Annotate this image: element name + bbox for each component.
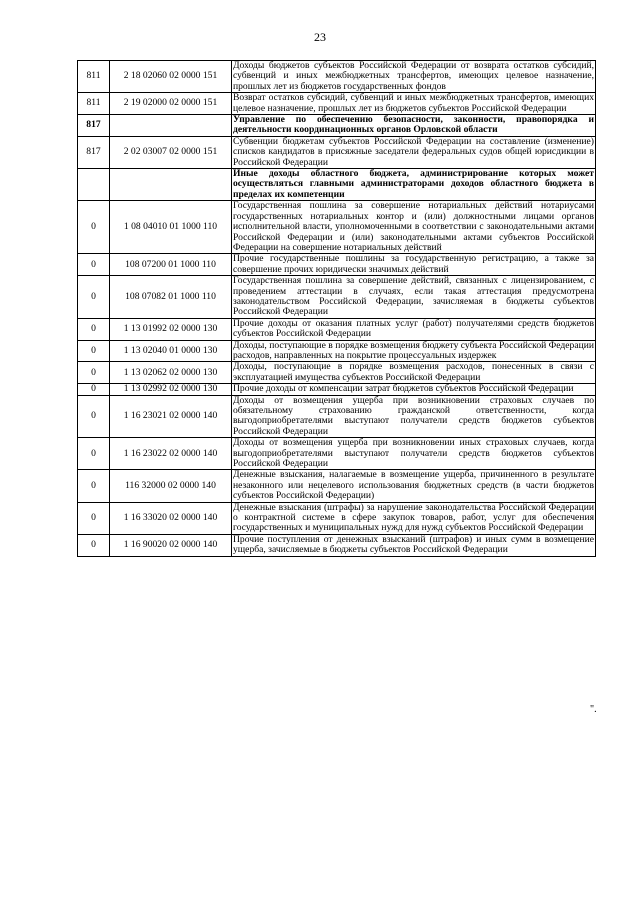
- revenue-classification-table: [77, 60, 596, 557]
- table-row: [78, 362, 596, 384]
- budget-code-cell: 1 16 90020 02 0000 140: [110, 534, 232, 556]
- table-row: [78, 384, 596, 395]
- table-row: [78, 470, 596, 502]
- admin-code-cell: 817: [78, 115, 110, 137]
- description-cell: Управление по обеспечению безопасности, законности, правопорядка и деятельности координационных органов Орловской области: [233, 114, 594, 136]
- table-row: [78, 115, 596, 137]
- admin-code-cell: [78, 169, 110, 201]
- description-cell: Субвенции бюджетам субъектов Российской Федерации на составление (изменение) списков кандидатов в присяжные заседатели федеральных судов общей юрисдикции в Российской Федерации: [233, 135, 594, 168]
- description-cell: Денежные взыскания (штрафы) за нарушение законодательства Российской Федерации о контрактной системе в сфере закупок товаров, работ, услуг для обеспечения государственных и муниципальных нужд для нужд субъектов Российской Федерации: [233, 501, 594, 534]
- admin-code-cell: 817: [78, 136, 110, 168]
- table-row: [78, 340, 596, 362]
- description-cell: Прочие доходы от оказания платных услуг (работ) получателями средств бюджетов субъектов Российской Федерации: [233, 317, 594, 340]
- table-row: [78, 395, 596, 438]
- table-row: [78, 318, 596, 340]
- admin-code-cell: 811: [78, 61, 110, 93]
- description-cell: Возврат остатков субсидий, субвенций и иных межбюджетных трансфертов, имеющих целевое назначение, прошлых лет из бюджетов субъектов Российской Федерации: [233, 92, 594, 114]
- admin-code-cell: 811: [78, 93, 110, 115]
- budget-code-cell: 2 18 02060 02 0000 151: [110, 61, 232, 93]
- description-cell: Государственная пошлина за совершение действий, связанных с лицензированием, с проведением аттестации в случаях, если такая аттестация предусмотрена законодательством Российской Федерации, зачисляемая в бюджеты субъектов Российской Федерации: [233, 275, 594, 318]
- budget-code-cell: 1 16 23022 02 0000 140: [110, 438, 232, 470]
- description-cell: Прочие доходы от компенсации затрат бюджетов субъектов Российской Федерации: [232, 384, 596, 395]
- table-row: [78, 502, 596, 534]
- budget-code-cell: 1 16 23021 02 0000 140: [110, 395, 232, 438]
- admin-code-cell: 0: [78, 340, 110, 362]
- table-row: [78, 169, 596, 201]
- budget-code-cell: 1 08 04010 01 1000 110: [110, 201, 232, 254]
- budget-code-cell: 108 07200 01 1000 110: [110, 254, 232, 276]
- table-row: [78, 254, 596, 276]
- description-cell: Доходы, поступающие в порядке возмещения бюджету субъекта Российской Федерации расходов, направленных на покрытие процессуальных издержек: [233, 339, 594, 361]
- description-cell: Прочие государственные пошлины за государственную регистрацию, а также за совершение прочих юридически значимых действий: [233, 253, 594, 275]
- description-cell: Прочие поступления от денежных взысканий (штрафов) и иных сумм в возмещение ущерба, зачисляемые в бюджеты субъектов Российской Федерации: [233, 533, 594, 556]
- admin-code-cell: 0: [78, 438, 110, 470]
- description-cell: Государственная пошлина за совершение нотариальных действий нотариусами государственных нотариальных контор и (или) должностными лицами органов исполнительной власти, уполномоченными в соответствии с законодательными актами Российской Федерации и (или) законодательными актами субъектов Российской Федерации на совершение нотариальных действий: [233, 200, 594, 253]
- budget-code-cell: 1 16 33020 02 0000 140: [110, 502, 232, 534]
- table-row: [78, 438, 596, 470]
- table-row: [78, 93, 596, 115]
- description-cell: Иные доходы областного бюджета, администрирование которых может осуществляться главными администраторами доходов областного бюджета в пределах их компетенции: [233, 168, 594, 200]
- page-number: 23: [314, 30, 326, 44]
- admin-code-cell: 0: [78, 502, 110, 534]
- budget-code-cell: [110, 169, 232, 201]
- description-cell: Доходы от возмещения ущерба при возникновении иных страховых случаев, когда выгодоприобретателями выступают получатели средств бюджетов субъектов Российской Федерации: [233, 437, 594, 470]
- budget-code-cell: 2 19 02000 02 0000 151: [110, 93, 232, 115]
- description-cell: Денежные взыскания, налагаемые в возмещение ущерба, причиненного в результате незаконного или нецелевого использования бюджетных средств (в части бюджетов субъектов Российской Федерации): [233, 469, 594, 502]
- budget-code-cell: 108 07082 01 1000 110: [110, 276, 232, 319]
- admin-code-cell: 0: [78, 318, 110, 340]
- admin-code-cell: 0: [78, 201, 110, 254]
- budget-code-cell: 116 32000 02 0000 140: [110, 470, 232, 502]
- table-row: [78, 61, 596, 93]
- description-cell: Доходы бюджетов субъектов Российской Федерации от возврата остатков субсидий, субвенций и иных межбюджетных трансфертов, имеющих целевое назначение, прошлых лет из бюджетов государственных фондов: [233, 60, 594, 92]
- description-cell: Доходы от возмещения ущерба при возникновении страховых случаев по обязательному страхованию гражданской ответственности, когда выгодоприобретателями выступают получатели средств бюджетов субъектов Российской Федерации: [233, 394, 594, 437]
- table-row: [78, 201, 596, 254]
- admin-code-cell: 0: [78, 276, 110, 319]
- table-row: [78, 276, 596, 319]
- admin-code-cell: 0: [78, 534, 110, 556]
- budget-code-cell: [110, 115, 232, 137]
- table-row: [78, 534, 596, 556]
- budget-code-cell: 1 13 02992 02 0000 130: [110, 384, 232, 395]
- closing-quote-mark: ".: [590, 704, 597, 715]
- admin-code-cell: 0: [78, 384, 110, 395]
- table-row: [78, 136, 596, 168]
- budget-code-cell: 1 13 02062 02 0000 130: [110, 362, 232, 384]
- budget-code-cell: 2 02 03007 02 0000 151: [110, 136, 232, 168]
- admin-code-cell: 0: [78, 395, 110, 438]
- description-cell: Доходы, поступающие в порядке возмещения расходов, понесенных в связи с эксплуатацией имущества субъектов Российской Федерации: [233, 361, 594, 383]
- admin-code-cell: 0: [78, 470, 110, 502]
- admin-code-cell: 0: [78, 362, 110, 384]
- table-body: [78, 61, 596, 557]
- admin-code-cell: 0: [78, 254, 110, 276]
- budget-code-cell: 1 13 02040 01 0000 130: [110, 340, 232, 362]
- budget-code-cell: 1 13 01992 02 0000 130: [110, 318, 232, 340]
